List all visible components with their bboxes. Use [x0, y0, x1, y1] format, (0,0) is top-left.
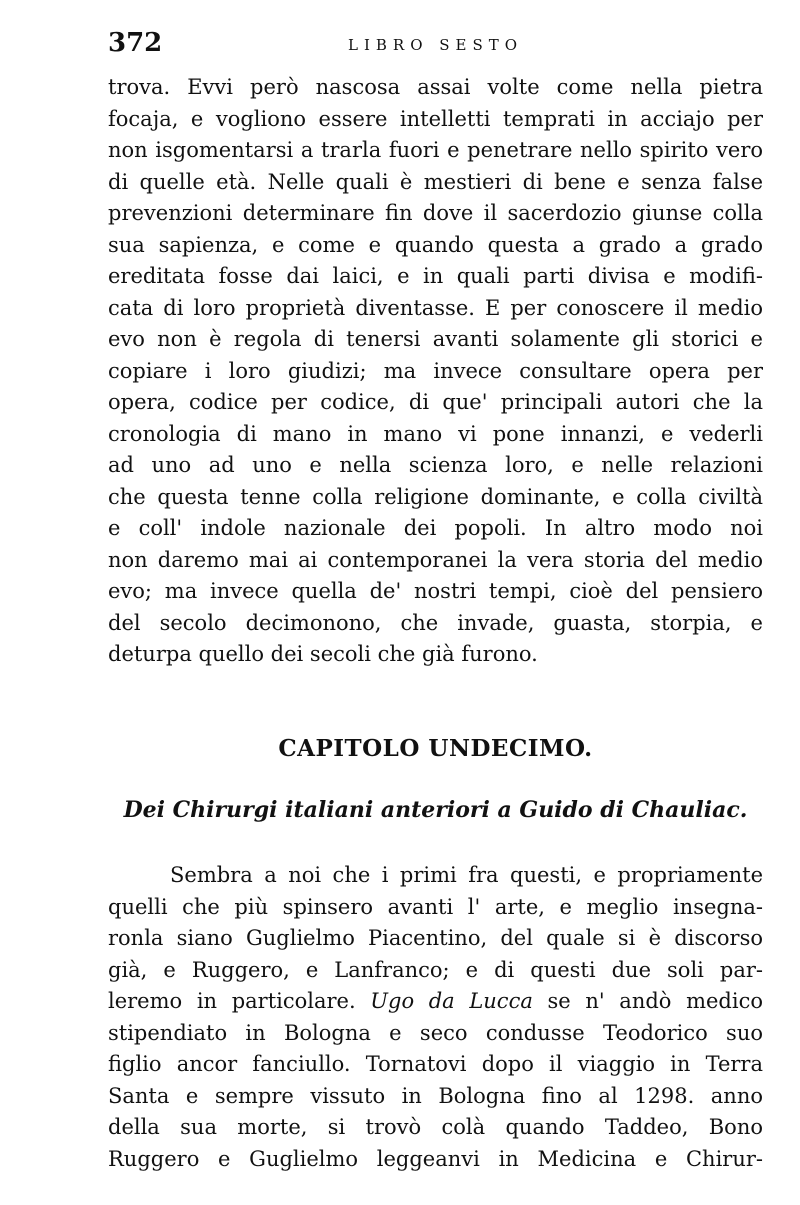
text-line: ereditata fosse dai laici, e in quali parti divisa e modifi-	[108, 264, 763, 288]
italic-name: Ugo da Lucca	[370, 989, 533, 1013]
text-fragment: se n' andò medico	[532, 989, 763, 1013]
text-line: che questa tenne colla religione dominante, e colla civiltà	[108, 484, 763, 509]
text-line: stipendiato in Bologna e seco condusse Teodorico suo	[108, 1020, 763, 1045]
text-line: di quelle età. Nelle quali è mestieri di bene e senza false	[108, 169, 763, 194]
chapter-title: CAPITOLO UNDECIMO.	[278, 735, 593, 762]
text-line: copiare i loro giudizi; ma invece consultare opera per	[108, 358, 763, 383]
paragraph-2	[108, 860, 763, 1175]
text-line: già, e Ruggero, e Lanfranco; e di questi due soli par-	[108, 957, 763, 982]
text-line: e coll' indole nazionale dei popoli. In altro modo noi	[108, 516, 763, 540]
text-line: Ruggero e Guglielmo leggeanvi in Medicina e Chirur-	[108, 1146, 763, 1171]
text-line: figlio ancor fanciullo. Tornatovi dopo il viaggio in Terra	[108, 1052, 763, 1076]
page-number: 372	[108, 28, 163, 58]
text-line: opera, codice per codice, di que' principali autori che la	[108, 390, 763, 414]
text-line: deturpa quello dei secoli che già furono.	[108, 642, 538, 666]
paragraph-1	[108, 72, 763, 671]
text-line: focaja, e vogliono essere intelletti temprati in acciajo per	[108, 106, 763, 131]
text-line: evo; ma invece quella de' nostri tempi, cioè del pensiero	[108, 579, 763, 603]
text-line: ronla siano Guglielmo Piacentino, del quale si è discorso	[108, 926, 763, 950]
text-line: cata di loro proprietà diventasse. E per conoscere il medio	[108, 295, 763, 320]
text-line: del secolo decimonono, che invade, guasta, storpia, e	[108, 610, 763, 635]
text-line	[108, 986, 763, 1018]
text-line: quelli che più spinsero avanti l' arte, e meglio insegna-	[108, 894, 763, 919]
chapter-subtitle: Dei Chirurgi italiani anteriori a Guido di Chauliac.	[123, 797, 748, 823]
text-line: evo non è regola di tenersi avanti solamente gli storici e	[108, 327, 763, 351]
text-fragment: leremo in particolare.	[108, 989, 371, 1013]
page-header	[108, 28, 768, 68]
running-head: LIBRO SESTO	[348, 36, 524, 54]
text-line: trova. Evvi però nascosa assai volte come nella pietra	[108, 75, 763, 99]
text-line: non daremo mai ai contemporanei la vera storia del medio	[108, 547, 763, 572]
text-line: Sembra a noi che i primi fra questi, e propriamente	[170, 863, 763, 887]
text-line: ad uno ad uno e nella scienza loro, e nelle relazioni	[108, 453, 763, 477]
text-line: della sua morte, si trovò colà quando Taddeo, Bono	[108, 1115, 763, 1139]
text-line: sua sapienza, e come e quando questa a grado a grado	[108, 232, 763, 257]
text-line: Santa e sempre vissuto in Bologna fino al 1298. anno	[108, 1083, 763, 1108]
text-line: prevenzioni determinare fin dove il sacerdozio giunse colla	[108, 201, 763, 225]
text-line: cronologia di mano in mano vi pone innanzi, e vederli	[108, 421, 763, 446]
text-line: non isgomentarsi a trarla fuori e penetrare nello spirito vero	[108, 138, 763, 162]
